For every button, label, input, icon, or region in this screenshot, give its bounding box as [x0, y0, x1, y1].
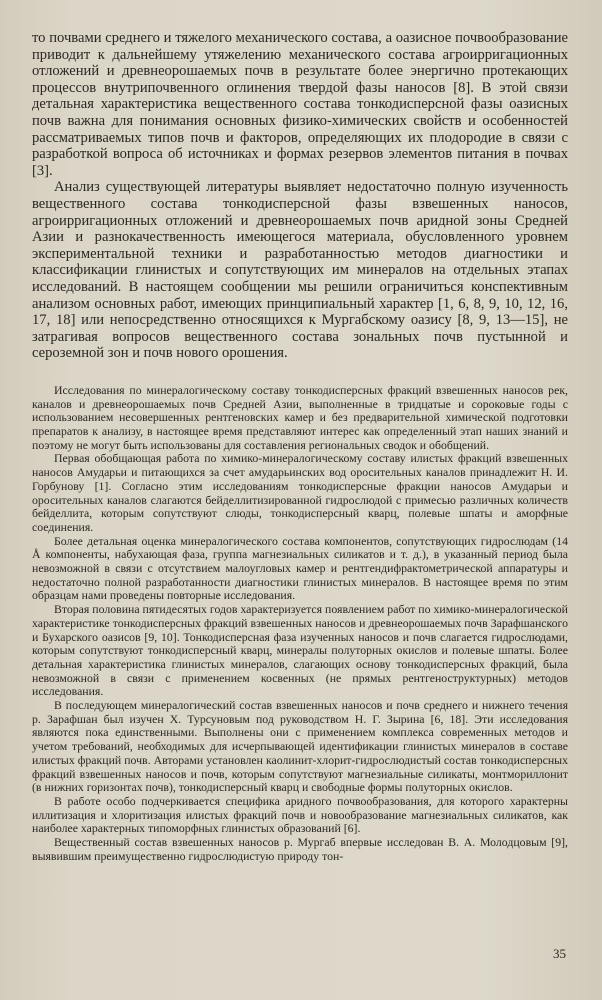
paragraph-early-studies: Исследования по минералогическому составу тонкодисперсных фракций взвешенных наносов рек, каналов и древнеорошаемых почв Средней Азии, выполненные в тридцатые и сороковые годы с использованием несовершенных рентгеновских камер и без предварительной химической подготовки препаратов к анализу, в настоящее время представляют интерес как определенный этап наших знаний и поэтому не могут быть использованы для составления региональных сводок и обобщений. [32, 382, 568, 452]
paragraph-tursunov: В последующем минералогический состав взвешенных наносов и почв среднего и нижнего течения р. Зарафшан был изучен Х. Турсуновым под руководством Н. Г. Зырина [6, 18]. Эти исследования являются пока единственными. Выполнены они с применением комплекса современных методов и учетом требований, необходимых для исчерпывающей идентификации глинистых минералов в составе илистых фракций почв. Авторами установлен каолинит-хлорит-гидрослюдистый состав тонкодисперсных фракций взвешенных наносов и почв, которым сопутствуют магнезиальные силикаты, монтмориллонит (в нижних горизонтах почв), тонкодисперсный кварц и свободные формы полуторных окислов. [32, 698, 568, 795]
paragraph-detailed-assessment: Более детальная оценка минералогического состава компонентов, сопутствующих гидрослюдам (14 Å компоненты, набухающая фаза, группа магнезиальных силикатов и т. д.), в указанный период была невозможной в связи с отсутствием малоугловых камер и рентгендифрактометрической аппаратуры и недостаточно полной разработанности диагностики глинистых минералов. В настоящее время по этим образцам нами проведены повторные исследования. [32, 533, 568, 603]
small-print-block [32, 384, 568, 864]
page-number: 35 [553, 946, 566, 961]
main-text-block [32, 30, 568, 362]
paragraph-continued: то почвами среднего и тяжелого механического состава, а оазисное почвообразование приводит к дальнейшему утяжелению механического состава агроирригационных отложений и древнеорошаемых почв в результате более энергично протекающих процессов внутрипочвенного оглинения твердой фазы наносов [8]. В этой связи детальная характеристика вещественного состава тонкодисперсной фазы оазисных почв важна для понимания основных физико-химических свойств и особенностей рассматриваемых типов почв и факторов, определяющих их плодородие в связи с разработкой вопроса об источниках и формах резервов элементов питания в почвах [3]. [32, 30, 568, 179]
paragraph-arid-specifics: В работе особо подчеркивается специфика аридного почвообразования, для которого характерны иллитизация и хлоритизация илистых фракций почв и новообразование магнезиальных силикатов, как наиболее характерных типоморфных глинистых образований [6]. [32, 793, 568, 836]
paragraph-murgab: Вещественный состав взвешенных наносов р. Мургаб впервые исследован В. А. Молодцовым [9], выявившим преимущественно гидрослюдистую природу тон- [32, 835, 568, 863]
paragraph-gorbunov: Первая обобщающая работа по химико-минералогическому составу илистых фракций взвешенных наносов Амударьи и питающихся за счет амударьинских вод оросительных каналов принадлежит Н. И. Горбунову [1]. Согласно этим исследованиям тонкодисперсные фракции наносов Амударьи и оросительных каналов слагаются бейделлитизированной гидрослюдой с примесью различных количеств бейделлита, которым сопутствуют слюды, тонкодисперсный кварц, полевые шпаты и аморфные соединения. [32, 451, 568, 534]
paragraph-literature-analysis: Анализ существующей литературы выявляет недостаточно полную изученность вещественного состава тонкодисперсной фазы взвешенных наносов, агроирригационных отложений и древнеорошаемых почв аридной зоны Средней Азии и разнокачественность имеющегося материала, обусловленного уровнем экспериментальной техники и разработанностью методов диагностики и классификации глинистых и сопутствующих им минералов на отдельных этапах исследований. В настоящем сообщении мы решили ограничиться конспективным анализом основных работ, имеющих принципиальный характер [1, 6, 8, 9, 10, 12, 16, 17, 18] или непосредственно относящихся к Мургабскому оазису [8, 9, 13—15], не затрагивая вопросов вещественного состава зональных почв пустынной и сероземной зон и почв нового орошения. [32, 179, 568, 362]
paragraph-fifties: Вторая половина пятидесятых годов характеризуется появлением работ по химико-минералогической характеристике тонкодисперсных фракций взвешенных наносов и древнеорошаемых почв Зарафшанского и Бухарского оазисов [9, 10]. Тонкодисперсная фаза изученных наносов и почв слагается гидрослюдами, которым сопутствуют тонкодисперсный кварц, минералы полуторных окислов и полевые шпаты. Более детальная характеристика глинистых минералов, слагающих основу тонкодисперсных фракций, была невозможной в связи с применением косвенных (не прямых рентгеноструктурных) методов исследования. [32, 602, 568, 699]
